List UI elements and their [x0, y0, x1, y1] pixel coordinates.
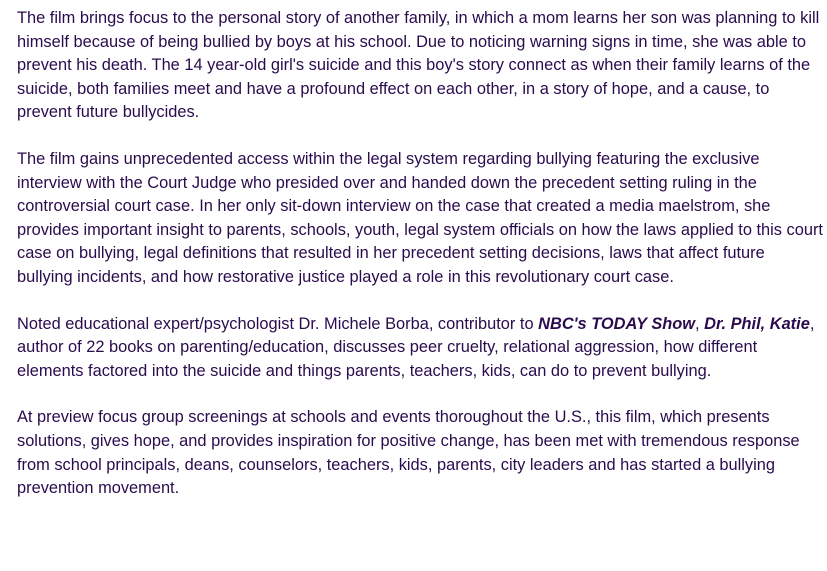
paragraph-text: , author of 22 books on parenting/education, discusses peer cruelty, relational aggression, how different elements factored into the suicide and things parents, teachers, kids, can do to prevent bullying. — [17, 314, 815, 380]
paragraph-text: Noted educational expert/psychologist Dr. Michele Borba, contributor to — [17, 314, 539, 333]
paragraph-text: , — [695, 314, 705, 333]
paragraph-legal-system: The film gains unprecedented access within the legal system regarding bullying featuring the exclusive interview with the Court Judge who presided over and handed down the precedent setting ruling in the controversial court case. In her only sit-down interview on the case that created a media maelstrom, she provides important insight to parents, schools, youth, legal system officials on how the laws applied to this court case on bullying, legal definitions that resulted in her precedent setting decisions, laws that affect future bullying incidents, and how restorative justice played a role in this revolutionary court case. — [17, 149, 823, 286]
paragraph-expert-borba — [17, 313, 823, 384]
emphasis-dr-phil-katie: Dr. Phil, Katie — [704, 314, 810, 333]
emphasis-nbc-today-show: NBC's TODAY Show — [538, 314, 696, 333]
paragraph-family-story: The film brings focus to the personal story of another family, in which a mom learns her son was planning to kill himself because of being bullied by boys at his school. Due to noticing warning signs in time, she was able to prevent his death. The 14 year-old girl's suicide and this boy's story connect as when their family learns of the suicide, both families meet and have a profound effect on each other, in a story of hope, and a cause, to prevent future bullycides. — [17, 9, 820, 122]
paragraph-screenings: At preview focus group screenings at schools and events thoroughout the U.S., this film, which presents solutions, gives hope, and provides inspiration for positive change, has been met with tremendous response from school principals, deans, counselors, teachers, kids, parents, city leaders and has started a bullying prevention movement. — [17, 408, 800, 498]
